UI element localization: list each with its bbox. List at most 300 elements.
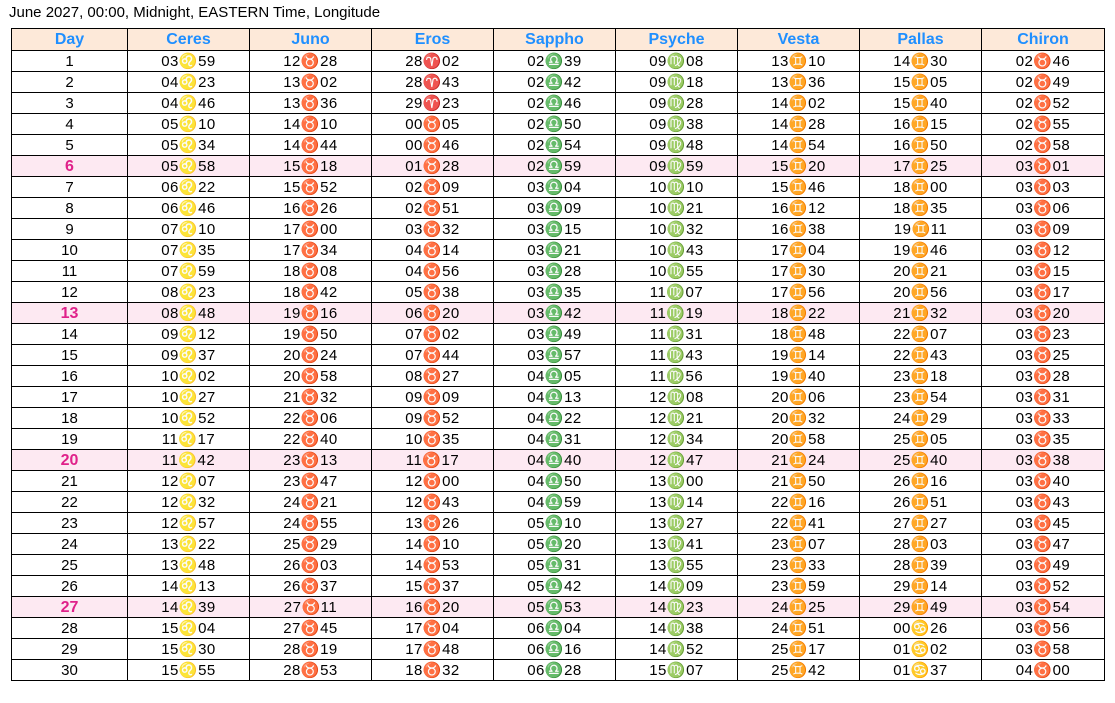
psyche-cell: 09♍38 bbox=[616, 114, 738, 135]
pallas-cell: 19♊46 bbox=[860, 240, 982, 261]
pallas-cell: 28♊39 bbox=[860, 555, 982, 576]
psyche-cell: 10♍10 bbox=[616, 177, 738, 198]
day-cell: 5 bbox=[12, 135, 128, 156]
eros-cell: 07♉02 bbox=[372, 324, 494, 345]
chiron-cell: 02♉55 bbox=[982, 114, 1105, 135]
chiron-cell: 03♉09 bbox=[982, 219, 1105, 240]
pallas-cell: 25♊05 bbox=[860, 429, 982, 450]
table-row bbox=[12, 471, 1105, 492]
pallas-cell: 14♊30 bbox=[860, 51, 982, 72]
day-cell: 18 bbox=[12, 408, 128, 429]
table-row bbox=[12, 282, 1105, 303]
eros-cell: 13♉26 bbox=[372, 513, 494, 534]
psyche-cell: 11♍43 bbox=[616, 345, 738, 366]
sappho-cell: 02♎50 bbox=[494, 114, 616, 135]
vesta-cell: 17♊04 bbox=[738, 240, 860, 261]
day-cell: 13 bbox=[12, 303, 128, 324]
day-cell: 2 bbox=[12, 72, 128, 93]
chiron-cell: 03♉38 bbox=[982, 450, 1105, 471]
eros-cell: 00♉05 bbox=[372, 114, 494, 135]
sappho-cell: 03♎09 bbox=[494, 198, 616, 219]
day-cell: 3 bbox=[12, 93, 128, 114]
pallas-cell: 16♊15 bbox=[860, 114, 982, 135]
day-cell: 19 bbox=[12, 429, 128, 450]
table-row bbox=[12, 555, 1105, 576]
table-row bbox=[12, 597, 1105, 618]
vesta-cell: 16♊12 bbox=[738, 198, 860, 219]
pallas-cell: 29♊14 bbox=[860, 576, 982, 597]
day-cell: 26 bbox=[12, 576, 128, 597]
psyche-cell: 11♍56 bbox=[616, 366, 738, 387]
table-row bbox=[12, 93, 1105, 114]
day-cell: 25 bbox=[12, 555, 128, 576]
eros-cell: 09♉52 bbox=[372, 408, 494, 429]
juno-cell: 14♉10 bbox=[250, 114, 372, 135]
table-row bbox=[12, 387, 1105, 408]
day-cell: 4 bbox=[12, 114, 128, 135]
juno-cell: 13♉36 bbox=[250, 93, 372, 114]
vesta-cell: 25♊42 bbox=[738, 660, 860, 681]
psyche-cell: 12♍21 bbox=[616, 408, 738, 429]
chiron-cell: 04♉00 bbox=[982, 660, 1105, 681]
vesta-cell: 16♊38 bbox=[738, 219, 860, 240]
ceres-cell: 14♌39 bbox=[128, 597, 250, 618]
eros-cell: 09♉09 bbox=[372, 387, 494, 408]
juno-cell: 24♉21 bbox=[250, 492, 372, 513]
juno-cell: 22♉06 bbox=[250, 408, 372, 429]
chiron-cell: 03♉54 bbox=[982, 597, 1105, 618]
pallas-cell: 23♊54 bbox=[860, 387, 982, 408]
vesta-cell: 22♊16 bbox=[738, 492, 860, 513]
eros-cell: 05♉38 bbox=[372, 282, 494, 303]
chiron-cell: 02♉52 bbox=[982, 93, 1105, 114]
day-cell: 16 bbox=[12, 366, 128, 387]
juno-cell: 14♉44 bbox=[250, 135, 372, 156]
vesta-cell: 18♊48 bbox=[738, 324, 860, 345]
vesta-cell: 15♊46 bbox=[738, 177, 860, 198]
day-cell: 9 bbox=[12, 219, 128, 240]
chiron-cell: 03♉31 bbox=[982, 387, 1105, 408]
ceres-cell: 05♌10 bbox=[128, 114, 250, 135]
vesta-cell: 24♊51 bbox=[738, 618, 860, 639]
juno-cell: 20♉24 bbox=[250, 345, 372, 366]
juno-cell: 22♉40 bbox=[250, 429, 372, 450]
table-body bbox=[12, 51, 1105, 681]
juno-cell: 23♉47 bbox=[250, 471, 372, 492]
psyche-cell: 12♍08 bbox=[616, 387, 738, 408]
ceres-cell: 05♌58 bbox=[128, 156, 250, 177]
chiron-cell: 03♉49 bbox=[982, 555, 1105, 576]
sappho-cell: 03♎35 bbox=[494, 282, 616, 303]
juno-cell: 27♉11 bbox=[250, 597, 372, 618]
juno-cell: 19♉16 bbox=[250, 303, 372, 324]
pallas-cell: 23♊18 bbox=[860, 366, 982, 387]
juno-cell: 18♉08 bbox=[250, 261, 372, 282]
header-day: Day bbox=[12, 29, 128, 51]
sappho-cell: 05♎53 bbox=[494, 597, 616, 618]
psyche-cell: 14♍38 bbox=[616, 618, 738, 639]
ceres-cell: 15♌04 bbox=[128, 618, 250, 639]
pallas-cell: 22♊43 bbox=[860, 345, 982, 366]
table-row bbox=[12, 198, 1105, 219]
juno-cell: 24♉55 bbox=[250, 513, 372, 534]
ceres-cell: 08♌23 bbox=[128, 282, 250, 303]
table-row bbox=[12, 219, 1105, 240]
table-row bbox=[12, 72, 1105, 93]
psyche-cell: 13♍14 bbox=[616, 492, 738, 513]
sappho-cell: 05♎10 bbox=[494, 513, 616, 534]
eros-cell: 16♉20 bbox=[372, 597, 494, 618]
eros-cell: 28♈02 bbox=[372, 51, 494, 72]
ceres-cell: 14♌13 bbox=[128, 576, 250, 597]
sappho-cell: 06♎04 bbox=[494, 618, 616, 639]
juno-cell: 17♉34 bbox=[250, 240, 372, 261]
day-cell: 22 bbox=[12, 492, 128, 513]
juno-cell: 19♉50 bbox=[250, 324, 372, 345]
eros-cell: 02♉51 bbox=[372, 198, 494, 219]
sappho-cell: 05♎20 bbox=[494, 534, 616, 555]
table-row bbox=[12, 240, 1105, 261]
pallas-cell: 18♊35 bbox=[860, 198, 982, 219]
ceres-cell: 04♌23 bbox=[128, 72, 250, 93]
table-row bbox=[12, 429, 1105, 450]
psyche-cell: 10♍21 bbox=[616, 198, 738, 219]
table-row bbox=[12, 492, 1105, 513]
day-cell: 17 bbox=[12, 387, 128, 408]
day-cell: 8 bbox=[12, 198, 128, 219]
eros-cell: 04♉56 bbox=[372, 261, 494, 282]
eros-cell: 00♉46 bbox=[372, 135, 494, 156]
pallas-cell: 18♊00 bbox=[860, 177, 982, 198]
sappho-cell: 02♎42 bbox=[494, 72, 616, 93]
ephemeris-table bbox=[11, 28, 1105, 681]
vesta-cell: 13♊10 bbox=[738, 51, 860, 72]
eros-cell: 14♉53 bbox=[372, 555, 494, 576]
ceres-cell: 08♌48 bbox=[128, 303, 250, 324]
day-cell: 12 bbox=[12, 282, 128, 303]
sappho-cell: 04♎40 bbox=[494, 450, 616, 471]
header-sappho: Sappho bbox=[494, 29, 616, 51]
sappho-cell: 06♎16 bbox=[494, 639, 616, 660]
psyche-cell: 11♍07 bbox=[616, 282, 738, 303]
header-psyche: Psyche bbox=[616, 29, 738, 51]
vesta-cell: 17♊30 bbox=[738, 261, 860, 282]
chiron-cell: 02♉58 bbox=[982, 135, 1105, 156]
pallas-cell: 26♊16 bbox=[860, 471, 982, 492]
chiron-cell: 03♉52 bbox=[982, 576, 1105, 597]
ceres-cell: 12♌07 bbox=[128, 471, 250, 492]
ceres-cell: 06♌46 bbox=[128, 198, 250, 219]
vesta-cell: 20♊06 bbox=[738, 387, 860, 408]
chiron-cell: 03♉35 bbox=[982, 429, 1105, 450]
juno-cell: 15♉18 bbox=[250, 156, 372, 177]
header-row bbox=[12, 29, 1105, 51]
eros-cell: 06♉20 bbox=[372, 303, 494, 324]
juno-cell: 23♉13 bbox=[250, 450, 372, 471]
vesta-cell: 24♊25 bbox=[738, 597, 860, 618]
juno-cell: 15♉52 bbox=[250, 177, 372, 198]
psyche-cell: 11♍19 bbox=[616, 303, 738, 324]
table-row bbox=[12, 51, 1105, 72]
juno-cell: 20♉58 bbox=[250, 366, 372, 387]
sappho-cell: 04♎13 bbox=[494, 387, 616, 408]
chiron-cell: 03♉20 bbox=[982, 303, 1105, 324]
table-row bbox=[12, 618, 1105, 639]
table-row bbox=[12, 450, 1105, 471]
ceres-cell: 10♌27 bbox=[128, 387, 250, 408]
ceres-cell: 15♌55 bbox=[128, 660, 250, 681]
juno-cell: 17♉00 bbox=[250, 219, 372, 240]
pallas-cell: 01♋37 bbox=[860, 660, 982, 681]
chiron-cell: 02♉49 bbox=[982, 72, 1105, 93]
day-cell: 23 bbox=[12, 513, 128, 534]
pallas-cell: 28♊03 bbox=[860, 534, 982, 555]
day-cell: 21 bbox=[12, 471, 128, 492]
vesta-cell: 20♊32 bbox=[738, 408, 860, 429]
chiron-cell: 02♉46 bbox=[982, 51, 1105, 72]
sappho-cell: 03♎15 bbox=[494, 219, 616, 240]
sappho-cell: 04♎05 bbox=[494, 366, 616, 387]
psyche-cell: 13♍55 bbox=[616, 555, 738, 576]
pallas-cell: 17♊25 bbox=[860, 156, 982, 177]
vesta-cell: 21♊24 bbox=[738, 450, 860, 471]
day-cell: 24 bbox=[12, 534, 128, 555]
table-row bbox=[12, 576, 1105, 597]
juno-cell: 16♉26 bbox=[250, 198, 372, 219]
day-cell: 20 bbox=[12, 450, 128, 471]
ceres-cell: 04♌46 bbox=[128, 93, 250, 114]
psyche-cell: 14♍23 bbox=[616, 597, 738, 618]
ceres-cell: 07♌35 bbox=[128, 240, 250, 261]
ceres-cell: 11♌17 bbox=[128, 429, 250, 450]
pallas-cell: 16♊50 bbox=[860, 135, 982, 156]
pallas-cell: 22♊07 bbox=[860, 324, 982, 345]
ceres-cell: 07♌59 bbox=[128, 261, 250, 282]
eros-cell: 29♈23 bbox=[372, 93, 494, 114]
chiron-cell: 03♉47 bbox=[982, 534, 1105, 555]
sappho-cell: 02♎59 bbox=[494, 156, 616, 177]
header-eros: Eros bbox=[372, 29, 494, 51]
ceres-cell: 03♌59 bbox=[128, 51, 250, 72]
sappho-cell: 04♎22 bbox=[494, 408, 616, 429]
ceres-cell: 07♌10 bbox=[128, 219, 250, 240]
psyche-cell: 13♍00 bbox=[616, 471, 738, 492]
psyche-cell: 12♍34 bbox=[616, 429, 738, 450]
psyche-cell: 09♍48 bbox=[616, 135, 738, 156]
vesta-cell: 17♊56 bbox=[738, 282, 860, 303]
table-row bbox=[12, 660, 1105, 681]
table-row bbox=[12, 261, 1105, 282]
vesta-cell: 14♊02 bbox=[738, 93, 860, 114]
day-cell: 15 bbox=[12, 345, 128, 366]
vesta-cell: 21♊50 bbox=[738, 471, 860, 492]
table-row bbox=[12, 114, 1105, 135]
vesta-cell: 15♊20 bbox=[738, 156, 860, 177]
table-row bbox=[12, 156, 1105, 177]
sappho-cell: 05♎42 bbox=[494, 576, 616, 597]
page-title: June 2027, 00:00, Midnight, EASTERN Time, Longitude bbox=[9, 4, 381, 21]
eros-cell: 17♉04 bbox=[372, 618, 494, 639]
vesta-cell: 23♊59 bbox=[738, 576, 860, 597]
juno-cell: 18♉42 bbox=[250, 282, 372, 303]
vesta-cell: 20♊58 bbox=[738, 429, 860, 450]
juno-cell: 27♉45 bbox=[250, 618, 372, 639]
psyche-cell: 14♍52 bbox=[616, 639, 738, 660]
pallas-cell: 15♊40 bbox=[860, 93, 982, 114]
sappho-cell: 02♎39 bbox=[494, 51, 616, 72]
table-row bbox=[12, 408, 1105, 429]
header-chiron: Chiron bbox=[982, 29, 1105, 51]
psyche-cell: 09♍18 bbox=[616, 72, 738, 93]
sappho-cell: 02♎54 bbox=[494, 135, 616, 156]
table-row bbox=[12, 177, 1105, 198]
vesta-cell: 19♊14 bbox=[738, 345, 860, 366]
chiron-cell: 03♉58 bbox=[982, 639, 1105, 660]
ceres-cell: 09♌37 bbox=[128, 345, 250, 366]
juno-cell: 21♉32 bbox=[250, 387, 372, 408]
chiron-cell: 03♉01 bbox=[982, 156, 1105, 177]
chiron-cell: 03♉23 bbox=[982, 324, 1105, 345]
juno-cell: 28♉53 bbox=[250, 660, 372, 681]
psyche-cell: 15♍07 bbox=[616, 660, 738, 681]
vesta-cell: 23♊07 bbox=[738, 534, 860, 555]
ceres-cell: 15♌30 bbox=[128, 639, 250, 660]
psyche-cell: 10♍32 bbox=[616, 219, 738, 240]
ceres-cell: 05♌34 bbox=[128, 135, 250, 156]
pallas-cell: 21♊32 bbox=[860, 303, 982, 324]
psyche-cell: 13♍41 bbox=[616, 534, 738, 555]
ceres-cell: 13♌22 bbox=[128, 534, 250, 555]
vesta-cell: 14♊54 bbox=[738, 135, 860, 156]
day-cell: 11 bbox=[12, 261, 128, 282]
table-row bbox=[12, 135, 1105, 156]
psyche-cell: 11♍31 bbox=[616, 324, 738, 345]
chiron-cell: 03♉17 bbox=[982, 282, 1105, 303]
pallas-cell: 29♊49 bbox=[860, 597, 982, 618]
pallas-cell: 01♋02 bbox=[860, 639, 982, 660]
ceres-cell: 12♌57 bbox=[128, 513, 250, 534]
eros-cell: 10♉35 bbox=[372, 429, 494, 450]
day-cell: 27 bbox=[12, 597, 128, 618]
table-row bbox=[12, 366, 1105, 387]
psyche-cell: 09♍08 bbox=[616, 51, 738, 72]
juno-cell: 26♉03 bbox=[250, 555, 372, 576]
eros-cell: 18♉32 bbox=[372, 660, 494, 681]
pallas-cell: 25♊40 bbox=[860, 450, 982, 471]
ceres-cell: 09♌12 bbox=[128, 324, 250, 345]
ceres-cell: 12♌32 bbox=[128, 492, 250, 513]
day-cell: 10 bbox=[12, 240, 128, 261]
table-row bbox=[12, 639, 1105, 660]
eros-cell: 14♉10 bbox=[372, 534, 494, 555]
day-cell: 7 bbox=[12, 177, 128, 198]
sappho-cell: 03♎04 bbox=[494, 177, 616, 198]
eros-cell: 07♉44 bbox=[372, 345, 494, 366]
day-cell: 1 bbox=[12, 51, 128, 72]
header-vesta: Vesta bbox=[738, 29, 860, 51]
pallas-cell: 19♊11 bbox=[860, 219, 982, 240]
ceres-cell: 11♌42 bbox=[128, 450, 250, 471]
eros-cell: 12♉43 bbox=[372, 492, 494, 513]
ceres-cell: 10♌52 bbox=[128, 408, 250, 429]
pallas-cell: 20♊21 bbox=[860, 261, 982, 282]
eros-cell: 28♈43 bbox=[372, 72, 494, 93]
pallas-cell: 20♊56 bbox=[860, 282, 982, 303]
juno-cell: 28♉19 bbox=[250, 639, 372, 660]
ceres-cell: 10♌02 bbox=[128, 366, 250, 387]
vesta-cell: 19♊40 bbox=[738, 366, 860, 387]
juno-cell: 12♉28 bbox=[250, 51, 372, 72]
eros-cell: 15♉37 bbox=[372, 576, 494, 597]
eros-cell: 02♉09 bbox=[372, 177, 494, 198]
eros-cell: 01♉28 bbox=[372, 156, 494, 177]
chiron-cell: 03♉28 bbox=[982, 366, 1105, 387]
table-row bbox=[12, 303, 1105, 324]
sappho-cell: 04♎31 bbox=[494, 429, 616, 450]
vesta-cell: 22♊41 bbox=[738, 513, 860, 534]
juno-cell: 25♉29 bbox=[250, 534, 372, 555]
psyche-cell: 09♍28 bbox=[616, 93, 738, 114]
day-cell: 6 bbox=[12, 156, 128, 177]
day-cell: 30 bbox=[12, 660, 128, 681]
header-ceres: Ceres bbox=[128, 29, 250, 51]
pallas-cell: 27♊27 bbox=[860, 513, 982, 534]
juno-cell: 13♉02 bbox=[250, 72, 372, 93]
chiron-cell: 03♉45 bbox=[982, 513, 1105, 534]
sappho-cell: 03♎42 bbox=[494, 303, 616, 324]
vesta-cell: 18♊22 bbox=[738, 303, 860, 324]
vesta-cell: 14♊28 bbox=[738, 114, 860, 135]
pallas-cell: 24♊29 bbox=[860, 408, 982, 429]
sappho-cell: 03♎57 bbox=[494, 345, 616, 366]
pallas-cell: 15♊05 bbox=[860, 72, 982, 93]
ceres-cell: 06♌22 bbox=[128, 177, 250, 198]
chiron-cell: 03♉12 bbox=[982, 240, 1105, 261]
psyche-cell: 13♍27 bbox=[616, 513, 738, 534]
psyche-cell: 09♍59 bbox=[616, 156, 738, 177]
sappho-cell: 03♎21 bbox=[494, 240, 616, 261]
chiron-cell: 03♉33 bbox=[982, 408, 1105, 429]
vesta-cell: 25♊17 bbox=[738, 639, 860, 660]
juno-cell: 26♉37 bbox=[250, 576, 372, 597]
eros-cell: 17♉48 bbox=[372, 639, 494, 660]
eros-cell: 12♉00 bbox=[372, 471, 494, 492]
pallas-cell: 00♋26 bbox=[860, 618, 982, 639]
table-row bbox=[12, 345, 1105, 366]
ceres-cell: 13♌48 bbox=[128, 555, 250, 576]
day-cell: 29 bbox=[12, 639, 128, 660]
header-pallas: Pallas bbox=[860, 29, 982, 51]
sappho-cell: 04♎50 bbox=[494, 471, 616, 492]
chiron-cell: 03♉03 bbox=[982, 177, 1105, 198]
day-cell: 28 bbox=[12, 618, 128, 639]
psyche-cell: 10♍43 bbox=[616, 240, 738, 261]
header-juno: Juno bbox=[250, 29, 372, 51]
table-row bbox=[12, 534, 1105, 555]
sappho-cell: 06♎28 bbox=[494, 660, 616, 681]
vesta-cell: 13♊36 bbox=[738, 72, 860, 93]
eros-cell: 08♉27 bbox=[372, 366, 494, 387]
eros-cell: 04♉14 bbox=[372, 240, 494, 261]
chiron-cell: 03♉43 bbox=[982, 492, 1105, 513]
sappho-cell: 03♎28 bbox=[494, 261, 616, 282]
eros-cell: 11♉17 bbox=[372, 450, 494, 471]
sappho-cell: 05♎31 bbox=[494, 555, 616, 576]
psyche-cell: 10♍55 bbox=[616, 261, 738, 282]
table-row bbox=[12, 324, 1105, 345]
table-row bbox=[12, 513, 1105, 534]
chiron-cell: 03♉40 bbox=[982, 471, 1105, 492]
